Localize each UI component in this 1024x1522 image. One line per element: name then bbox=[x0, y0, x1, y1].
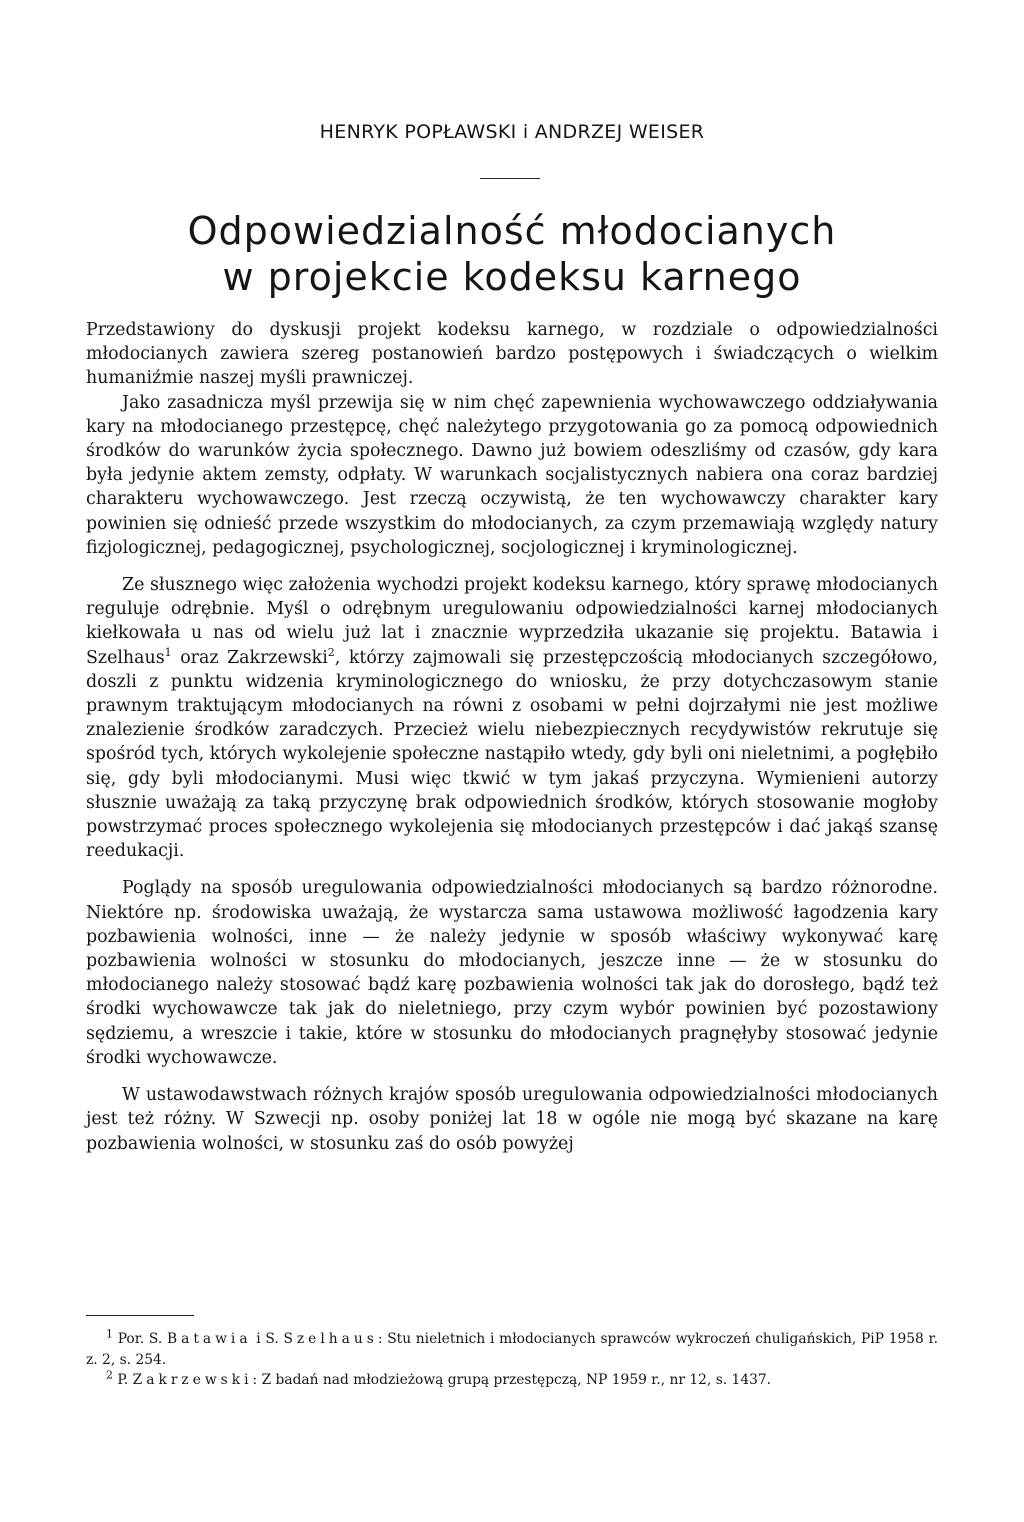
title-divider bbox=[480, 178, 540, 179]
footnote-divider bbox=[86, 1315, 194, 1316]
paragraph-2: Jako zasadnicza myśl przewija się w nim chęć zapewnienia wychowawczego oddziaływania kary na młodocianego przestępcę, chęć należytego przygotowania go za pomocą odpowiednich środków do warunków życia społecznego. Dawno już bowiem odeszliśmy od czasów, gdy kara była jedynie aktem zemsty, odpłaty. W warunkach socjalistycznych nabiera ona coraz bardziej charakteru wychowawczego. Jest rzeczą oczywistą, że ten wychowawczy charakter kary powinien się odnieść przede wszystkim do młodocianych, za czym przemawiają względy natury fizjologicznej, pedagogicznej, psychologicznej, socjologicznej i kryminologicznej. bbox=[86, 392, 938, 558]
footnote-1-number: 1 bbox=[106, 1327, 113, 1341]
footnote-ref-1: 1 bbox=[164, 645, 172, 659]
footnote-ref-2: 2 bbox=[327, 645, 335, 659]
paragraph-3-part-c: , którzy zajmowali się przestępczością młodocianych szczegółowo, doszli z punktu widzenia kryminologicznego do wniosku, że przy dotychczasowym stanie prawnym traktującym młodocianych na równi z osobami w pełni dojrzałymi nie jest możliwe znalezienie środków zaradczych. Przecież wielu niebezpiecznych recydywistów rekrutuje się spośród tych, których wykolejenie społeczne nastąpiło wtedy, gdy byli oni nieletnimi, a pogłębiło się, gdy byli młodocianymi. Musi więc tkwić w tym jakaś przyczyna. Wymienieni autorzy słusznie uważają za taką przyczynę brak odpowiednich środków, których stosowanie mogłoby powstrzymać proces społecznego wykolejenia się młodocianych przestępców i dać jakąś szansę reedukacji. bbox=[86, 647, 938, 862]
paragraph-3 bbox=[86, 573, 938, 863]
title-line-2: w projekcie kodeksu karnego bbox=[222, 255, 802, 299]
footnote-2-number: 2 bbox=[106, 1368, 113, 1382]
paragraph-5: W ustawodawstwach różnych krajów sposób uregulowania odpowiedzialności młodocianych jest też różny. W Szwecji np. osoby poniżej lat 18 w ogóle nie mogą być skazane na karę pozbawienia wolności, w stosunku zaś do osób powyżej bbox=[86, 1085, 938, 1154]
footnotes bbox=[86, 1329, 938, 1391]
article-title bbox=[0, 208, 1024, 300]
paragraph-1: Przedstawiony do dyskusji projekt kodeksu karnego, w rozdziale o odpowiedzialności młodocianych zawiera szereg postanowień bardzo postępowych i świadczących o wielkim humaniźmie naszej myśli prawniczej. bbox=[86, 320, 938, 389]
article-body bbox=[86, 318, 938, 1156]
paragraph-4: Poglądy na sposób uregulowania odpowiedzialności młodocianych są bardzo różnorodne. Niektóre np. środowiska uważają, że wystarcza sama ustawowa możliwość łagodzenia kary pozbawienia wolności, inne — że należy jedynie w sposób właściwy wykonywać karę pozbawienia wolności w stosunku do młodocianych, jeszcze inne — że w stosunku do młodocianego należy stosować bądź karę pozbawienia wolności tak jak do dorosłego, bądź też środki wychowawcze tak jak do nieletniego, przy czym wybór powinien być pozostawiony sędziemu, a wreszcie i takie, które w stosunku do młodocianych pragnęłyby stosować jedynie środki wychowawcze. bbox=[86, 878, 938, 1068]
footnote-1-author-1: Batawia bbox=[166, 1331, 252, 1347]
title-line-1: Odpowiedzialność młodocianych bbox=[187, 209, 837, 253]
footnote-1-part-b: i S. bbox=[251, 1331, 284, 1347]
footnote-2-author: Zakrzewski bbox=[132, 1372, 253, 1388]
paragraph-3-part-a: Ze słusznego więc założenia wychodzi projekt kodeksu karnego, który sprawę młodocianych reguluje odrębnie. Myśl o odrębnym uregulowaniu odpowiedzialności karnej młodocianych kiełkowała u nas od wielu już lat i znacznie wyprzedziła ukazanie się projektu. Batawia i Szelhaus bbox=[86, 575, 938, 668]
footnote-1 bbox=[86, 1329, 938, 1370]
footnote-2 bbox=[86, 1370, 938, 1391]
footnote-2-part-a: P. bbox=[113, 1372, 133, 1388]
footnote-2-part-b: : Z badań nad młodzieżową grupą przestępczą, NP 1959 r., nr 12, s. 1437. bbox=[252, 1372, 772, 1388]
paragraph-3-part-b: oraz Zakrzewski bbox=[171, 647, 328, 668]
footnote-1-author-2: Szelhaus bbox=[283, 1331, 378, 1347]
authors-line: HENRYK POPŁAWSKI i ANDRZEJ WEISER bbox=[319, 121, 705, 143]
footnote-1-part-c: : Stu nieletnich i młodocianych sprawców wykroczeń chuligańskich, PiP 1958 r. z. 2, s. 254. bbox=[86, 1331, 938, 1368]
footnote-1-part-a: Por. S. bbox=[113, 1331, 167, 1347]
